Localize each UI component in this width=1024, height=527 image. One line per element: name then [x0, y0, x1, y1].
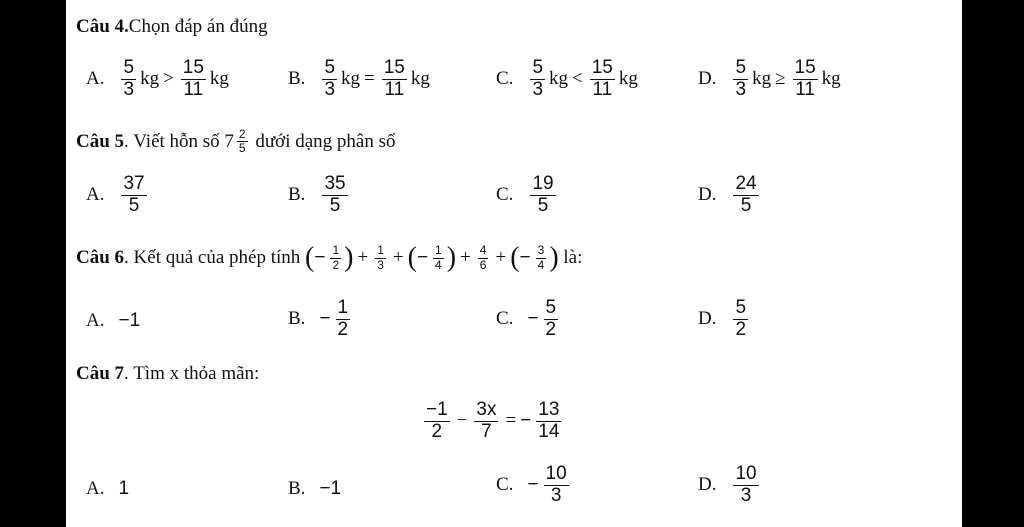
unit: kg: [140, 68, 160, 90]
question-6-text: . Kết quả của phép tính: [124, 247, 306, 268]
denominator: 5: [128, 194, 140, 216]
numerator: 2: [238, 127, 246, 141]
question-6-text-end: là:: [558, 247, 583, 268]
q6-option-b[interactable]: [288, 298, 353, 341]
comparison-operator: >: [163, 68, 174, 90]
comparison-operator: =: [364, 68, 375, 90]
denominator: 11: [592, 78, 613, 100]
question-4-title: [76, 16, 268, 38]
q5-option-c[interactable]: [496, 174, 559, 217]
denominator: 4: [537, 257, 545, 272]
denominator: 7: [481, 420, 492, 442]
denominator: 4: [435, 257, 442, 272]
denominator: 2: [735, 318, 747, 340]
question-4-text: Chọn đáp án đúng: [128, 16, 268, 37]
option-label: A.: [86, 68, 105, 90]
unit: kg: [821, 68, 841, 90]
numerator: 24: [735, 173, 757, 194]
numerator: 15: [182, 57, 204, 78]
denominator: 5: [740, 194, 752, 216]
denominator: 3: [377, 257, 384, 272]
denominator: 11: [795, 78, 815, 100]
minus-sign: −: [527, 474, 539, 496]
minus-sign: −: [456, 410, 468, 432]
numerator: 35: [324, 173, 346, 194]
question-6-number: Câu 6: [76, 247, 125, 268]
worksheet-page: [66, 0, 962, 527]
denominator: 3: [532, 78, 544, 100]
q5-option-b[interactable]: [288, 174, 351, 217]
numerator: 19: [532, 173, 554, 194]
numerator: 3x: [476, 399, 497, 420]
question-5-text: . Viết hỗn số: [124, 130, 225, 152]
option-label: C.: [496, 474, 514, 496]
numerator: 1: [337, 297, 349, 318]
option-label: D.: [698, 68, 717, 90]
option-value: −1: [319, 478, 342, 499]
numerator: 5: [324, 57, 336, 78]
q4-option-c[interactable]: [496, 58, 638, 101]
unit: kg: [410, 68, 430, 90]
question-6-title: [76, 244, 582, 272]
unit: kg: [752, 68, 772, 90]
denominator: 3: [550, 484, 562, 506]
option-label: A.: [86, 184, 105, 206]
denominator: 5: [537, 194, 549, 216]
denominator: 2: [431, 420, 443, 442]
plus-sign: +: [392, 247, 404, 268]
option-value: −1: [118, 310, 141, 331]
option-label: B.: [288, 478, 306, 499]
numerator: 13: [538, 399, 560, 420]
numerator: 10: [735, 463, 757, 484]
question-5-text-end: dưới dạng phân số: [250, 130, 396, 152]
numerator: 15: [591, 57, 613, 78]
question-7-text: . Tìm x thỏa mãn:: [124, 363, 260, 384]
expression: [305, 244, 559, 272]
plus-sign: +: [357, 247, 369, 268]
option-label: C.: [496, 68, 514, 90]
left-paren: (: [510, 242, 520, 273]
denominator: 11: [183, 78, 204, 100]
question-5-number: Câu 5: [76, 130, 125, 152]
equals-sign: =: [505, 410, 517, 432]
numerator: 15: [383, 57, 405, 78]
q6-option-a[interactable]: [86, 310, 140, 332]
numerator: 3: [537, 243, 545, 258]
right-paren: ): [344, 242, 354, 273]
unit: kg: [341, 68, 361, 90]
numerator: 1: [377, 243, 384, 258]
denominator: 3: [735, 78, 747, 100]
q5-option-d[interactable]: [698, 174, 762, 217]
numerator: 10: [545, 463, 567, 484]
option-label: D.: [698, 184, 717, 206]
q7-equation: [421, 400, 564, 443]
q7-option-c[interactable]: [496, 464, 572, 507]
option-label: B.: [288, 68, 306, 90]
denominator: 2: [337, 318, 349, 340]
minus-sign: −: [319, 308, 331, 330]
numerator: 1: [332, 243, 340, 258]
right-paren: ): [446, 242, 457, 273]
right-paren: ): [549, 242, 559, 273]
denominator: 3: [123, 78, 135, 100]
option-label: A.: [86, 478, 105, 499]
left-paren: (: [407, 242, 417, 273]
q7-option-a[interactable]: [86, 478, 129, 500]
question-4-number: Câu 4.: [76, 16, 129, 37]
numerator: 15: [794, 57, 816, 78]
numerator: 5: [123, 57, 135, 78]
q4-option-b[interactable]: [288, 58, 430, 101]
numerator: 5: [735, 57, 747, 78]
numerator: 5: [545, 297, 557, 318]
minus-sign: −: [527, 308, 539, 330]
denominator: 11: [384, 78, 405, 100]
q6-option-c[interactable]: [496, 298, 561, 341]
minus-sign: −: [519, 247, 531, 268]
mixed-number-whole: 7: [224, 130, 234, 152]
left-paren: (: [305, 242, 315, 273]
question-7-number: Câu 7: [76, 363, 125, 384]
question-7-title: [76, 363, 259, 385]
q7-option-b[interactable]: [288, 478, 341, 500]
q4-option-a[interactable]: [86, 58, 229, 101]
plus-sign: +: [460, 247, 471, 268]
minus-sign: −: [416, 247, 429, 268]
option-label: B.: [288, 308, 306, 330]
numerator: 5: [735, 297, 747, 318]
option-label: D.: [698, 308, 717, 330]
option-label: C.: [496, 308, 514, 330]
denominator: 6: [479, 257, 487, 272]
numerator: −1: [426, 399, 448, 420]
denominator: 2: [332, 257, 340, 272]
denominator: 2: [545, 318, 557, 340]
minus-sign: −: [520, 410, 532, 432]
option-value: 1: [118, 478, 130, 499]
numerator: 37: [123, 173, 145, 194]
denominator: 14: [538, 420, 560, 442]
denominator: 5: [329, 194, 341, 216]
option-label: B.: [288, 184, 306, 206]
q6-option-d[interactable]: [698, 298, 751, 341]
unit: kg: [549, 68, 569, 90]
denominator: 3: [740, 484, 752, 506]
q5-option-a[interactable]: [86, 174, 150, 217]
comparison-operator: ≥: [775, 68, 786, 90]
option-label: A.: [86, 310, 105, 331]
numerator: 1: [435, 243, 442, 258]
q7-option-d[interactable]: [698, 464, 762, 507]
option-label: C.: [496, 184, 514, 206]
unit: kg: [209, 68, 229, 90]
numerator: 5: [532, 57, 544, 78]
denominator: 3: [324, 78, 336, 100]
denominator: 5: [238, 141, 246, 156]
unit: kg: [618, 68, 638, 90]
comparison-operator: <: [572, 68, 583, 90]
minus-sign: −: [314, 247, 326, 268]
question-5-title: [76, 128, 396, 155]
numerator: 4: [479, 243, 487, 258]
option-label: D.: [698, 474, 717, 496]
q4-option-d[interactable]: [698, 58, 841, 101]
plus-sign: +: [495, 247, 507, 268]
